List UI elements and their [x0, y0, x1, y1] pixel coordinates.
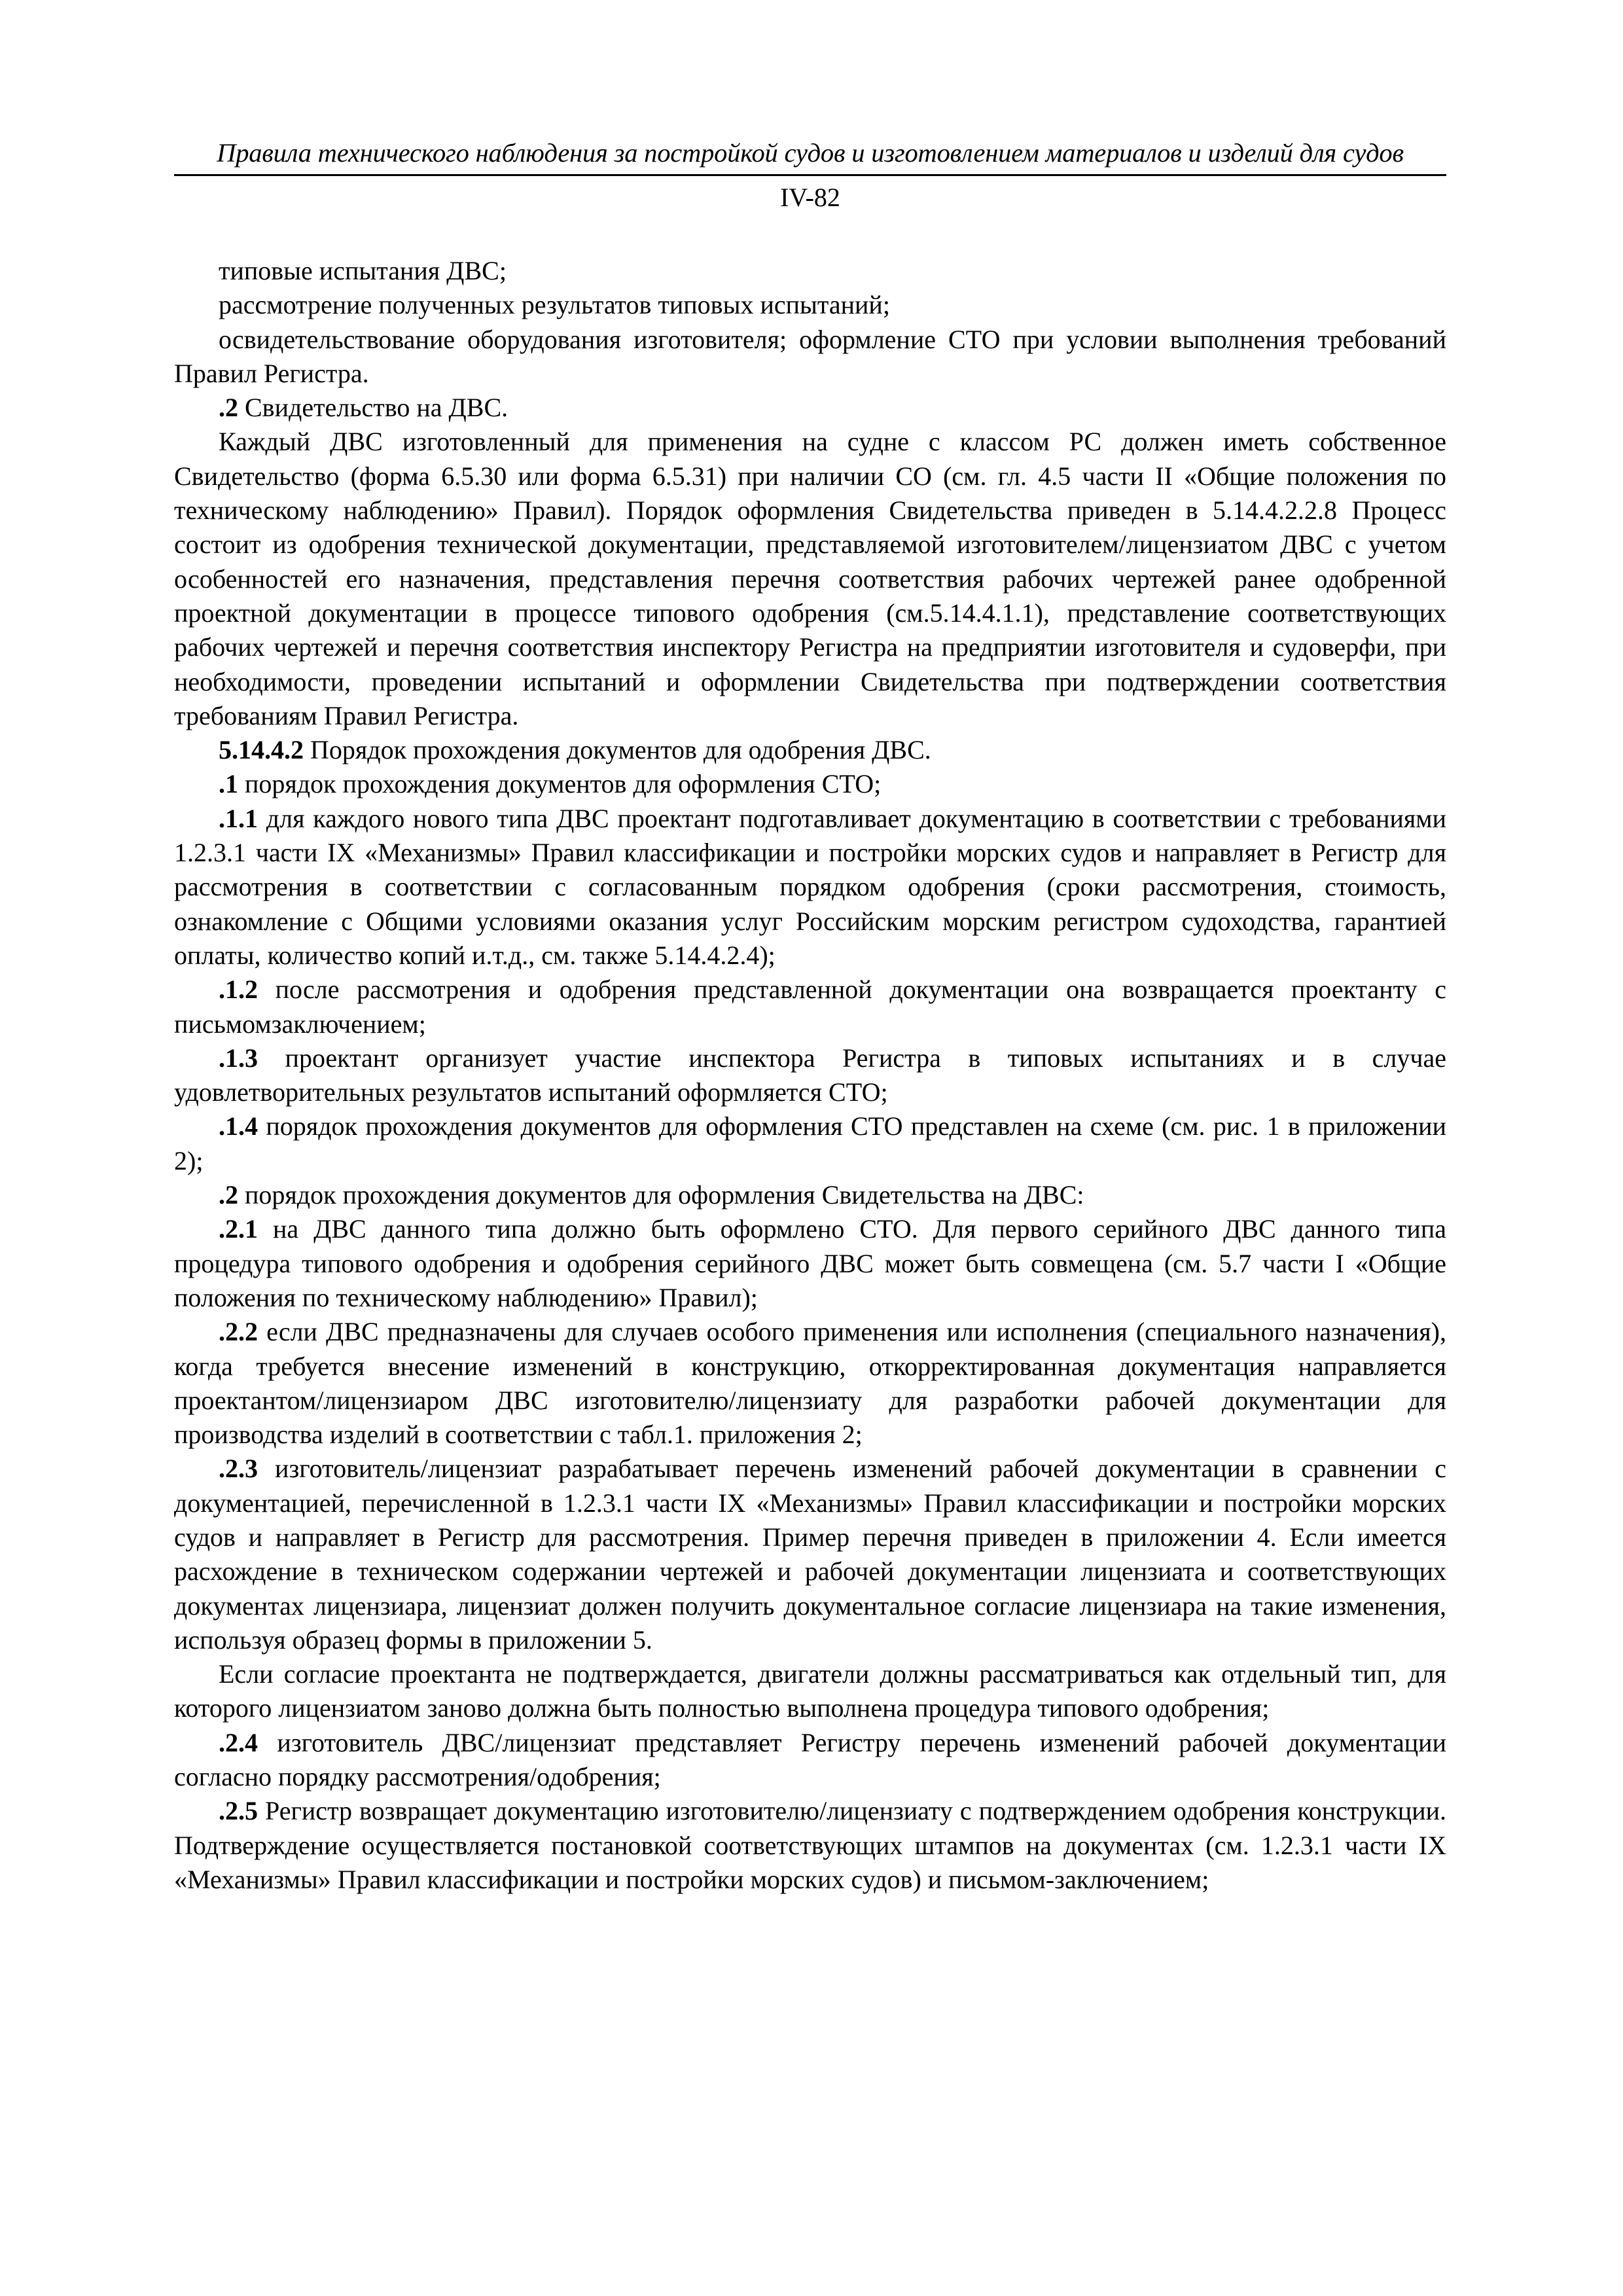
paragraph-text: на ДВС данного типа должно быть оформлено СТО. Для первого серийного ДВС данного типа процедура типового одобрения и одобрения серийного ДВС может быть совмещена (см. 5.7 части I «Общие положения по техническому наблюдению» Правил);: [174, 1214, 1446, 1312]
paragraph: [174, 1657, 1446, 1726]
clause-number: .2: [219, 393, 238, 423]
clause-number: .1.3: [219, 1043, 258, 1073]
paragraph: [174, 1178, 1446, 1212]
paragraph-text: Порядок прохождения документов для одобрения ДВС.: [304, 735, 931, 765]
header-rule: [174, 174, 1446, 176]
clause-number: 5.14.4.2: [219, 735, 304, 765]
paragraph-text: порядок прохождения документов для оформления СТО представлен на схеме (см. рис. 1 в приложении 2);: [174, 1111, 1446, 1175]
paragraph: [174, 767, 1446, 801]
clause-number: .2.2: [219, 1317, 258, 1347]
paragraph-text: освидетельствование оборудования изготовителя; оформление СТО при условии выполнения требований Правил Регистра.: [174, 324, 1446, 388]
paragraph: [174, 288, 1446, 322]
paragraph: [174, 733, 1446, 767]
clause-number: .1: [219, 769, 238, 799]
clause-number: .1.4: [219, 1111, 258, 1141]
clause-number: .2.3: [219, 1454, 258, 1484]
clause-number: .2.5: [219, 1796, 258, 1826]
paragraph: [174, 1109, 1446, 1178]
paragraph-text: проектант организует участие инспектора Регистра в типовых испытаниях и в случае удовлетворительных результатов испытаний оформляется СТО;: [174, 1043, 1446, 1107]
paragraph: [174, 1794, 1446, 1897]
paragraph-text: порядок прохождения документов для оформления СТО;: [238, 769, 882, 799]
paragraph: [174, 1315, 1446, 1452]
paragraph: [174, 1041, 1446, 1110]
paragraph-text: типовые испытания ДВС;: [219, 256, 507, 285]
paragraph-text: Каждый ДВС изготовленный для применения на судне с классом РС должен иметь собственное Свидетельство (форма 6.5.30 или форма 6.5.31) при наличии СО (см. гл. 4.5 части II «Общие положения по техническому наблюдению» Правил). Порядок оформления Свидетельства приведен в 5.14.4.2.2.8 Процесс состоит из одобрения технической документации, представляемой изготовителем/лицензиатом ДВС с учетом особенностей его назначения, представления перечня соответствия рабочих чертежей ранее одобренной проектной документации в процессе типового одобрения (см.5.14.4.1.1), представление соответствующих рабочих чертежей и перечня соответствия инспектору Регистра на предприятии изготовителя и судоверфи, при необходимости, проведении испытаний и оформлении Свидетельства при подтверждении соответствия требованиям Правил Регистра.: [174, 427, 1446, 730]
paragraph: [174, 973, 1446, 1041]
paragraph: [174, 1212, 1446, 1315]
body-text: [174, 254, 1446, 1897]
clause-number: .2: [219, 1180, 238, 1210]
paragraph: [174, 425, 1446, 733]
paragraph: [174, 1452, 1446, 1657]
paragraph-text: для каждого нового типа ДВС проектант подготавливает документацию в соответствии с требованиями 1.2.3.1 части IX «Механизмы» Правил классификации и постройки морских судов и направляет в Регистр для рассмотрения в соответствии с согласованным порядком одобрения (сроки рассмотрения, стоимость, ознакомление с Общими условиями оказания услуг Российским морским регистром судоходства, гарантией оплаты, количество копий и.т.д., см. также 5.14.4.2.4);: [174, 803, 1446, 970]
paragraph-text: после рассмотрения и одобрения представленной документации она возвращается проектанту с письмомзаключением;: [174, 975, 1446, 1039]
paragraph-text: Свидетельство на ДВС.: [238, 393, 508, 423]
clause-number: .1.1: [219, 803, 258, 833]
paragraph-text: изготовитель ДВС/лицензиат представляет Регистру перечень изменений рабочей документации согласно порядку рассмотрения/одобрения;: [174, 1727, 1446, 1792]
paragraph-text: Регистр возвращает документацию изготовителю/лицензиату с подтверждением одобрения конструкции. Подтверждение осуществляется постановкой соответствующих штампов на документах (см. 1.2.3.1 части IX «Механизмы» Правил классификации и постройки морских судов) и письмом-заключением;: [174, 1796, 1446, 1894]
page-number: IV-82: [780, 183, 840, 212]
paragraph-text: изготовитель/лицензиат разрабатывает перечень изменений рабочей документации в сравнении с документацией, перечисленной в 1.2.3.1 части IX «Механизмы» Правил классификации и постройки морских судов и направляет в Регистр для рассмотрения. Пример перечня приведен в приложении 4. Если имеется расхождение в техническом содержании чертежей и рабочей документации лицензиата и соответствующих документах лицензиара, лицензиат должен получить документальное согласие лицензиара на такие изменения, используя образец формы в приложении 5.: [174, 1454, 1446, 1655]
paragraph-text: если ДВС предназначены для случаев особого применения или исполнения (специального назначения), когда требуется внесение изменений в конструкцию, откорректированная документация направляется проектантом/лицензиаром ДВС изготовителю/лицензиату для разработки рабочей документации для производства изделий в соответствии с табл.1. приложения 2;: [174, 1317, 1446, 1450]
running-header: Правила технического наблюдения за постройкой судов и изготовлением материалов и изделий для судов: [217, 138, 1404, 168]
paragraph-text: рассмотрение полученных результатов типовых испытаний;: [219, 290, 890, 320]
paragraph: [174, 1726, 1446, 1795]
paragraph: [174, 391, 1446, 425]
clause-number: .2.4: [219, 1727, 258, 1757]
paragraph-text: Если согласие проектанта не подтверждается, двигатели должны рассматриваться как отдельный тип, для которого лицензиатом заново должна быть полностью выполнена процедура типового одобрения;: [174, 1659, 1446, 1723]
paragraph: [174, 802, 1446, 973]
clause-number: .1.2: [219, 975, 258, 1005]
paragraph-text: порядок прохождения документов для оформления Свидетельства на ДВС:: [238, 1180, 1084, 1210]
paragraph: [174, 254, 1446, 288]
clause-number: .2.1: [219, 1214, 258, 1244]
paragraph: [174, 323, 1446, 391]
